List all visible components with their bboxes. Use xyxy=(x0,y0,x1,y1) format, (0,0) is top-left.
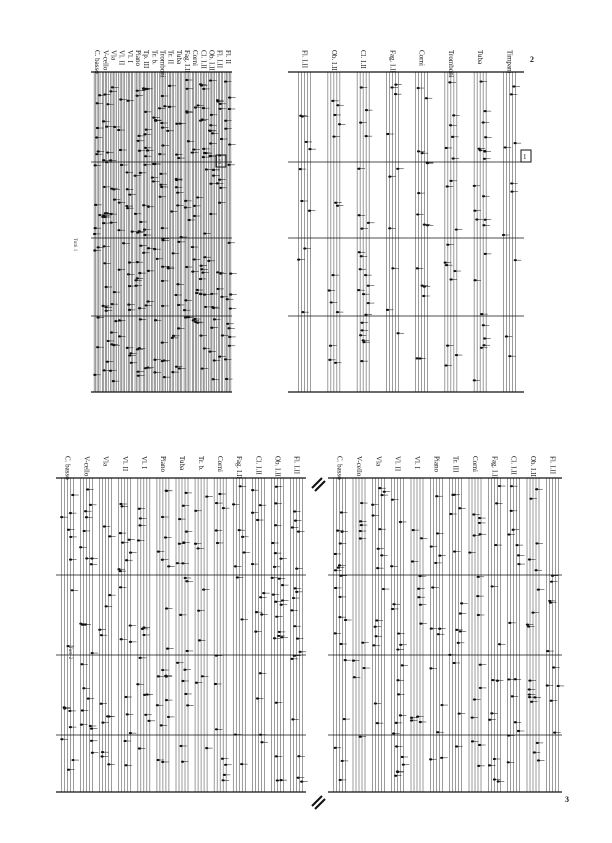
staff xyxy=(102,72,108,392)
instrument-label: Fag. I.II xyxy=(490,456,499,479)
instrument-labels-layer xyxy=(64,50,557,480)
tempo-mark-2: Tutti 2 xyxy=(67,646,72,660)
instrument-label: Piano xyxy=(432,456,441,472)
staff xyxy=(411,478,423,792)
staff xyxy=(488,478,500,792)
tempo-mark-1: Tutti 1 xyxy=(72,238,77,252)
instrument-label: Vla xyxy=(101,456,110,467)
staff xyxy=(214,478,226,792)
staff xyxy=(508,478,520,792)
instrument-label: V-cello xyxy=(101,50,110,71)
staff xyxy=(290,478,302,792)
instrument-label: Piano xyxy=(158,456,167,472)
staff xyxy=(474,72,486,392)
instrument-label: Fag. I.II xyxy=(388,50,397,73)
staff xyxy=(430,478,442,792)
staff xyxy=(372,478,384,792)
staff xyxy=(546,478,558,792)
instrument-label: C. basso xyxy=(335,456,344,480)
staff xyxy=(168,72,174,392)
staff xyxy=(157,478,169,792)
instrument-label: Vl. II xyxy=(393,456,402,472)
notes-layer xyxy=(60,79,564,783)
staff xyxy=(445,72,457,392)
instrument-label: Corni xyxy=(417,50,426,66)
staff xyxy=(503,72,515,392)
staff xyxy=(252,478,264,792)
staff xyxy=(184,72,190,392)
staff xyxy=(357,72,369,392)
instrument-label: Cl. I.II xyxy=(254,456,263,475)
page-number-top: 2 xyxy=(530,55,534,64)
instrument-label: Fl. I.II xyxy=(300,50,309,69)
instrument-label: Tromboni xyxy=(446,50,455,78)
instrument-label: Tr. b. xyxy=(150,50,159,65)
instrument-label: Ob. I.II xyxy=(273,456,282,477)
instrument-label: C. basso xyxy=(93,50,102,74)
instrument-label: C. basso xyxy=(63,456,72,480)
instrument-label: Corni xyxy=(471,456,479,472)
staff xyxy=(527,478,539,792)
staff xyxy=(176,478,188,792)
instrument-label: Cl. I.II xyxy=(509,456,518,475)
instrument-label: Vl. I xyxy=(139,456,148,469)
instrument-label: Fl. II xyxy=(223,50,232,64)
instrument-label: V-cello xyxy=(355,456,363,477)
staff xyxy=(176,72,182,392)
instrument-label: Fl. I.II xyxy=(548,456,557,475)
staff xyxy=(81,478,93,792)
staff xyxy=(299,72,311,392)
staff xyxy=(334,478,346,792)
instrument-label: Corni xyxy=(191,50,200,66)
staff xyxy=(233,478,245,792)
instrument-label: Tr. b. xyxy=(197,456,206,471)
instrument-label: Vl. I xyxy=(125,50,134,63)
page-number-bottom: 3 xyxy=(565,795,569,804)
instrument-label: Vl. II xyxy=(117,50,126,66)
instrument-label: Fag. I.II xyxy=(235,456,244,479)
instrument-label: V-cello xyxy=(82,456,91,477)
instrument-label: Piano xyxy=(133,50,142,66)
instrument-label: Tuba xyxy=(476,50,485,65)
rehearsal-mark-2: 1 xyxy=(218,158,222,166)
staff xyxy=(217,72,223,392)
staff xyxy=(143,72,149,392)
staff xyxy=(328,72,340,392)
instrument-label: Ob. I.II xyxy=(329,50,338,71)
staff xyxy=(209,72,215,392)
system-separator xyxy=(312,478,325,809)
staff xyxy=(94,72,100,392)
instrument-label: Vl. I xyxy=(413,456,421,469)
instrument-label: Vla xyxy=(374,456,383,467)
instrument-label: Tromboni xyxy=(158,50,167,78)
staff xyxy=(416,72,428,392)
staff xyxy=(392,478,404,792)
staff xyxy=(450,478,462,792)
rehearsal-mark-box xyxy=(521,150,531,162)
instrument-label: Fl. I.II xyxy=(292,456,301,475)
staff xyxy=(62,478,74,792)
instrument-label: Timpani xyxy=(505,50,514,74)
staff xyxy=(192,72,198,392)
instrument-label: Tr. II xyxy=(166,50,175,65)
instrument-label: Tuba xyxy=(178,456,186,471)
staff-lines-layer xyxy=(62,72,559,792)
instrument-label: Tp. III xyxy=(142,50,151,69)
instrument-label: Tr. III xyxy=(451,456,460,473)
staff xyxy=(119,478,131,792)
instrument-label: Vl. II xyxy=(120,456,129,472)
rehearsal-mark: 1 xyxy=(523,153,527,161)
instrument-label: Corni xyxy=(216,456,225,472)
instrument-label: Ob. I.II xyxy=(207,50,216,71)
instrument-label: Fl. I.II xyxy=(215,50,224,69)
instrument-label: Vla xyxy=(109,50,118,61)
instrument-label: Tuba xyxy=(174,50,183,65)
staff xyxy=(119,72,125,392)
instrument-label: Fag. I.II xyxy=(183,50,192,73)
staff xyxy=(195,478,207,792)
staff xyxy=(386,72,398,392)
instrument-label: Ob. I.II xyxy=(529,456,537,477)
instrument-label: Cl. I.II xyxy=(359,50,368,69)
instrument-label: Cl. I.II xyxy=(199,50,208,69)
